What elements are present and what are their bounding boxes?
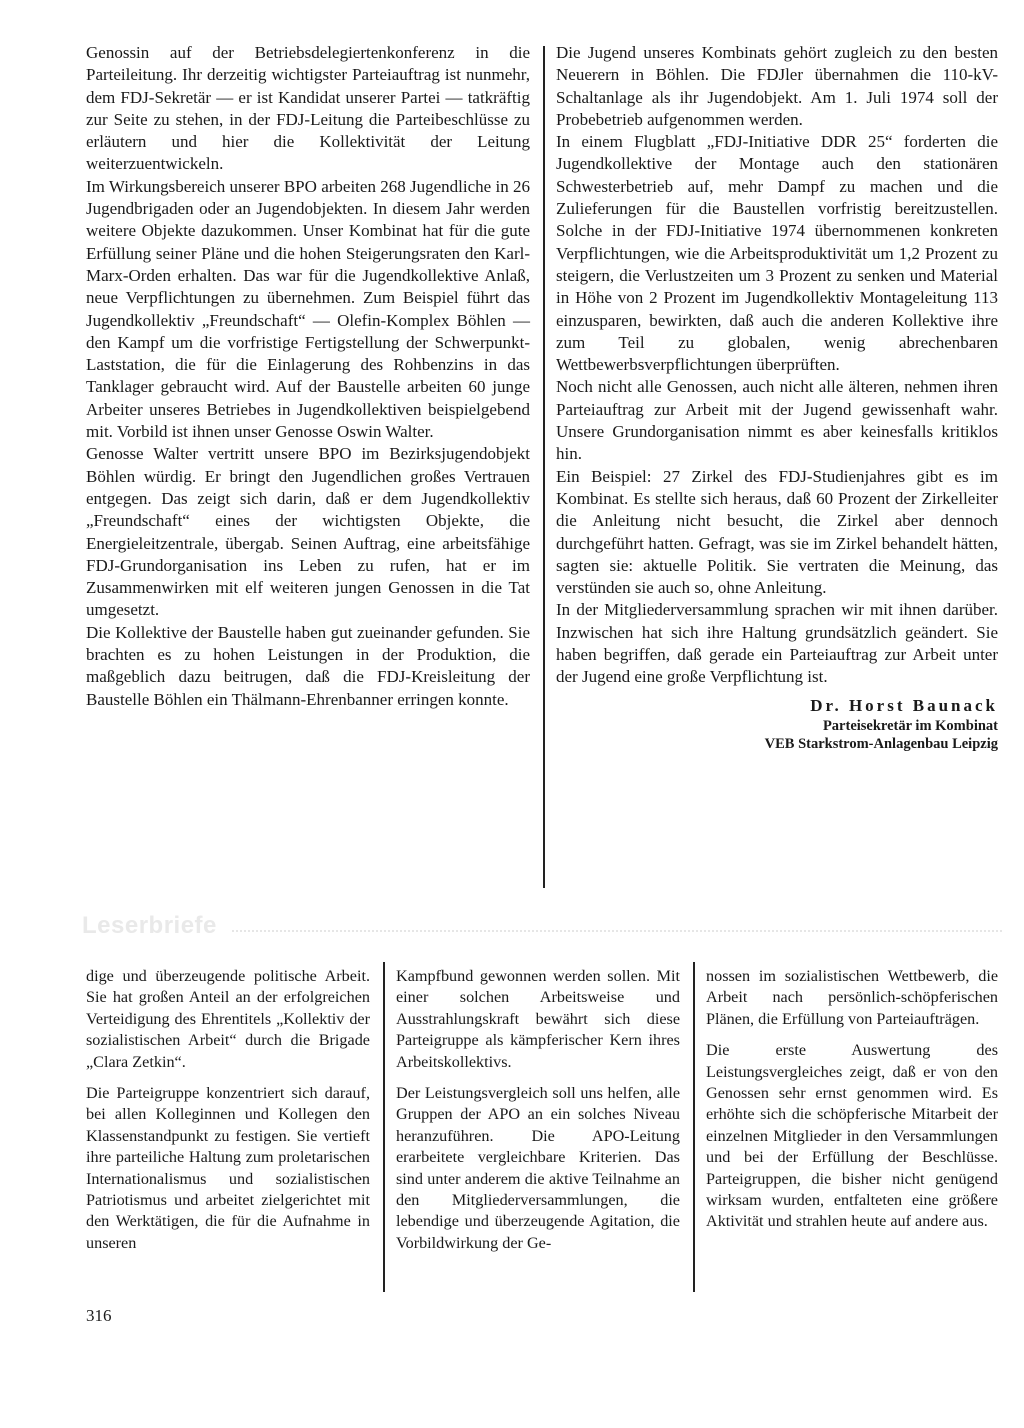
page-number: 316: [86, 1306, 112, 1325]
paragraph: Die Jugend unseres Kombinats gehört zugleich zu den besten Neuerern in Böhlen. Die FDJler übernahmen die 110-kV-Schaltanlage als ihr Jugendobjekt. Am 1. Juli 1974 soll der Probebetrieb aufgenommen werden.: [556, 43, 998, 129]
article-column-2: [556, 42, 998, 754]
paragraph: Die erste Auswertung des Leistungsvergleiches zeigt, daß er von den Genossen sehr ernst genommen wird. Es erhöhte sich die schöpferische Mitarbeit der einzelnen Mitglieder in den Versammlungen und bei der Erfüllung der Beschlüsse. Parteigruppen, die bisher nicht genügend wirksam wurden, entfalteten eine größere Aktivität und strahlen heute auf andere aus.: [706, 1041, 998, 1231]
letters-column-3: [706, 966, 998, 1233]
section-divider: [232, 930, 1002, 932]
column-divider: [693, 962, 695, 1292]
paragraph: Die Kollektive der Baustelle haben gut zueinander gefunden. Sie brachten es zu hohen Leistungen in der Produktion, die maßgeblich dazu beitrugen, daß die FDJ-Kreisleitung der Baustelle Böhlen ein Thälmann-Ehrenbanner erringen konnte.: [86, 622, 530, 709]
paragraph: Im Wirkungsbereich unserer BPO arbeiten 268 Jugendliche in 26 Jugendbrigaden oder an Jugendobjekten. In diesem Jahr werden weitere Objekte dazukommen. Unser Kombinat hat für die gute Erfüllung seiner Pläne und die hohen Steigerungsraten den Karl-Marx-Orden erhalten. Das war für die Jugendkollektive Anlaß, neue Verpflichtungen zu übernehmen. Zum Beispiel führt das Jugendkollektiv „Freundschaft“ — Olefin-Komplex Böhlen — den Kampf um die vorfristige Fertigstellung der Schwerpunkt-Laststation, die für die Einlagerung des Rohbenzins in das Tanklager gebraucht wird. Auf der Baustelle arbeiten 60 junge Arbeiter unseres Betriebes in Jugendkollektiven beispielgebend mit. Vorbild ist ihnen unser Genosse Oswin Walter.: [86, 176, 530, 442]
letters-column-2: [396, 966, 680, 1254]
paragraph: Genosse Walter vertritt unsere BPO im Bezirksjugendobjekt Böhlen würdig. Er bringt den Jugendlichen großes Vertrauen entgegen. Das zeigt sich darin, daß er dem Jugendkollektiv „Freundschaft“ eines der wichtigsten Objekte, die Energieleitzentrale, übergab. Seinen Auftrag, eine arbeitsfähige FDJ-Grundorganisation ins Leben zu rufen, hat er im Zusammenwirken mit elf weiteren jungen Genossen in die Tat umgesetzt.: [86, 444, 530, 620]
section-title: Leserbriefe: [82, 912, 217, 939]
paragraph: Ein Beispiel: 27 Zirkel des FDJ-Studienjahres gibt es im Kombinat. Es stellte sich heraus, daß 60 Prozent der Zirkelleiter die Anleitung nicht besucht, die Zirkel aber dennoch durchgeführt hatten. Gefragt, was sie im Zirkel behandelt hätten, sagten sie: aktuelle Politik. Sie vertraten die Meinung, das verstünden sie auch so, ohne Anleitung.: [556, 466, 998, 598]
author-name: Dr. Horst Baunack: [810, 695, 998, 715]
paragraph: Noch nicht alle Genossen, auch nicht alle älteren, nehmen ihren Parteiauftrag zur Arbeit mit der Jugend gewissenhaft wahr. Unsere Grundorganisation nimmt es aber keinesfalls kritiklos hin.: [556, 377, 998, 464]
paragraph: Kampfbund gewonnen werden sollen. Mit einer solchen Arbeitsweise und Ausstrahlungskraft bewährt sich diese Parteigruppe als kämpferischer Kern ihres Arbeitskollektivs.: [396, 967, 680, 1071]
author-organization: VEB Starkstrom-Anlagenbau Leipzig: [764, 736, 998, 753]
column-divider: [383, 962, 385, 1292]
paragraph: Der Leistungsvergleich soll uns helfen, alle Gruppen der APO an ein solches Niveau heranzuführen. Die APO-Leitung erarbeitete vergleichbare Kriterien. Das sind unter anderem die aktive Teilnahme an den Mitgliederversammlungen, die lebendige und überzeugende Agitation, die Vorbildwirkung der Ge-: [396, 1084, 680, 1252]
paragraph: Genossin auf der Betriebsdelegiertenkonferenz in die Parteileitung. Ihr derzeitig wichtigster Parteiauftrag ist nunmehr, dem FDJ-Sekretär — er ist Kandidat unserer Partei — tatkräftig zur Seite zu stehen, in der FDJ-Leitung die Parteibeschlüsse zu erläutern und hier die Kollektivität der Leitung weiterzuentwickeln.: [86, 43, 530, 174]
column-divider: [543, 46, 545, 888]
paragraph: In der Mitgliederversammlung sprachen wir mit ihnen darüber. Inzwischen hat sich ihre Haltung grundsätzlich geändert. Sie haben begriffen, daß gerade ein Parteiauftrag zur Arbeit unter der Jugend eine große Verpflichtung ist.: [556, 600, 998, 687]
paragraph: dige und überzeugende politische Arbeit. Sie hat großen Anteil an der erfolgreichen Verteidigung des Ehrentitels „Kollektiv der sozialistischen Arbeit“ durch die Brigade „Clara Zetkin“.: [86, 967, 370, 1071]
paragraph: nossen im sozialistischen Wettbewerb, die Arbeit nach persönlich-schöpferischen Plänen, die Erfüllung von Parteiaufträgen.: [706, 967, 998, 1028]
author-role: Parteisekretär im Kombinat: [822, 717, 998, 734]
article-column-1: [86, 42, 530, 711]
letters-column-1: [86, 966, 370, 1254]
paragraph: Die Parteigruppe konzentriert sich darauf, bei allen Kolleginnen und Kollegen den Klassenstandpunkt zu festigen. Sie vertieft ihre parteiliche Haltung zum proletarischen Internationalismus und sozialistischen Patriotismus und arbeitet zielgerichtet mit den Werktätigen, die für die Aufnahme in unseren: [86, 1084, 370, 1252]
section-header: [82, 912, 1002, 946]
paragraph: In einem Flugblatt „FDJ-Initiative DDR 25“ forderten die Jugendkollektive der Montage auch den stationären Schwesterbetrieb auf, mehr Dampf zu machen und die Zulieferungen für die Baustellen vorfristig bereitzustellen. Solche in der FDJ-Initiative 1974 übernommenen konkreten Verpflichtungen, wie die Arbeitsproduktivität um 1,2 Prozent zu steigern, die Verlustzeiten um 3 Prozent zu senken und Material in Höhe von 2 Prozent im Jugendkollektiv Montageleitung 113 einzusparen, bewirkten, daß auch die anderen Kollektive ihre zum Teil zu globalen, wenig abrechenbaren Wettbewerbsverpflichtungen überprüften.: [556, 132, 998, 375]
